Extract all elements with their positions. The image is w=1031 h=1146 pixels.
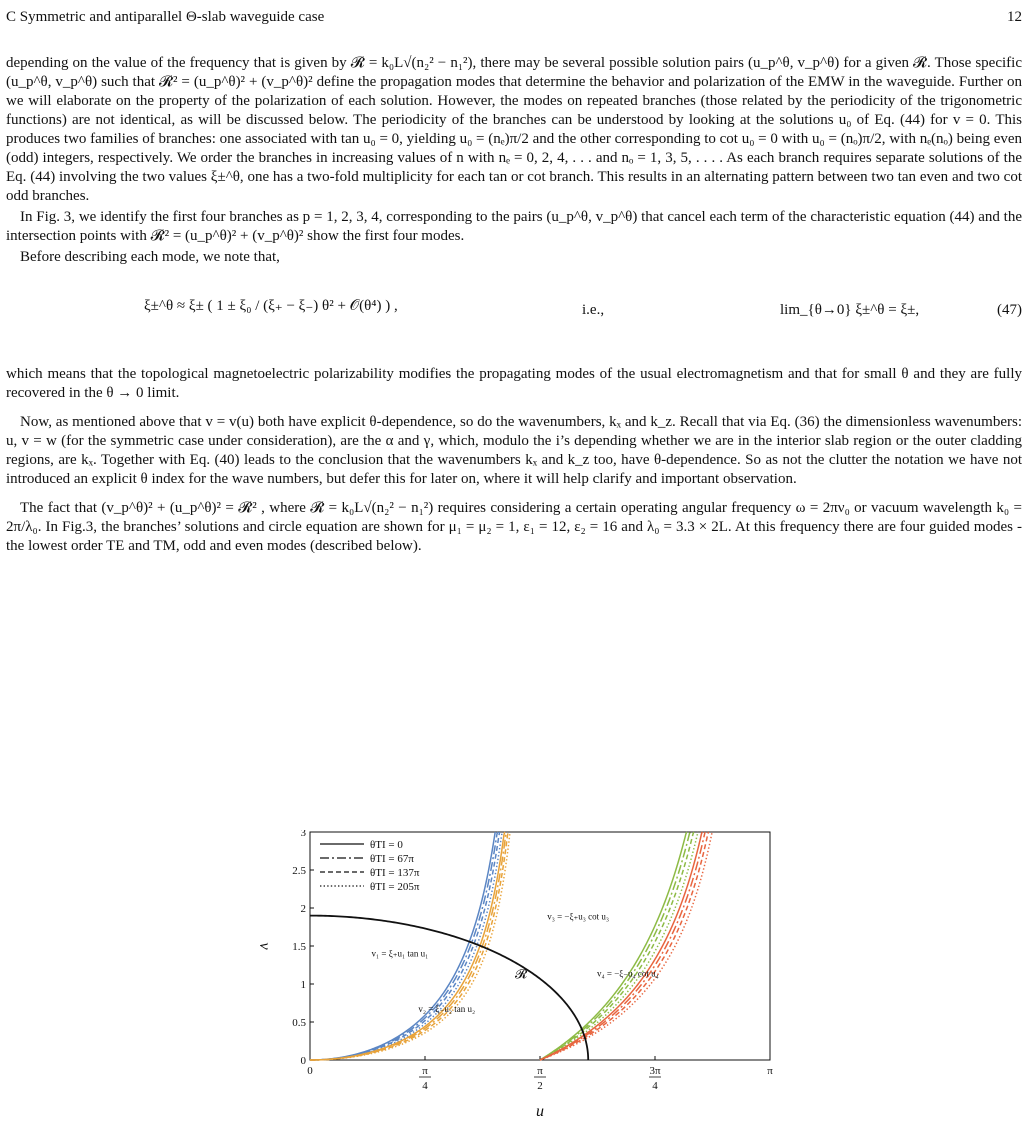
circle-curve	[310, 916, 588, 1060]
branch-curve	[540, 832, 713, 1060]
page-header	[6, 6, 1022, 28]
paragraph-5: Now, as mentioned above that v = v(u) both have explicit θ-dependence, so do the wavenumbers, kₓ and k_z. Recall that via Eq. (36) the dimensionless wavenumbers: u, v = w (for the symmetric case under consideration), are the α and γ, which, modulo the i’s depending whether we are in the interior slab region or the outer cladding regions, are kₓ. Together with Eq. (40) leads to the conclusion that the wavenumbers kₓ and k_z too, have θ-dependence. So as not the clutter the notation we have not introduced an explicit θ index for the wave numbers, but defer this for later on, where it will help clarify and important observation.	[6, 414, 1022, 487]
x-tick-label-denominator: 2	[537, 1080, 543, 1092]
branch-plot	[240, 830, 800, 1146]
paragraph-1: depending on the value of the frequency that is given by 𝓡 = k₀L√(n₂² − n₁²), there may be several possible solution pairs (u_p^θ, v_p^θ) for a given 𝓡. Those specific (u_p^θ, v_p^θ) such that 𝓡² = (u_p^θ)² + (v_p^θ)² define the propagation modes that determine the behavior and polarization of the EMW in the waveguide. Further on we will elaborate on the property of the polarization of each solution. However, the modes on repeated branches (those related by the periodicity of the trigonometric functions) are not identical, as will be discussed below. The periodicity of the branches can be understood by looking at the solutions u₀ of Eq. (44) for v = 0. This produces two families of branches: one associated with tan u₀ = 0, yielding u₀ = (nₑ)π/2 and the other corresponding to cot u₀ = 0 with u₀ = (nₒ)π/2, with nₑ(nₒ) being even (odd) integers, respectively. We order the branches in increasing values of n with nₑ = 0, 2, 4, . . . and nₒ = 1, 3, 5, . . . . As each branch requires separate solutions of the Eq. (44) involving the two values ξ±^θ, one has a two-fold multiplicity for each tan or cot branch. This results in an alternating pattern between two tan even and two cot odd branches.	[6, 55, 1023, 204]
legend-label: θTI = 67π	[370, 853, 414, 865]
y-tick-label: 2.5	[292, 865, 306, 877]
legend-label: θTI = 137π	[370, 867, 420, 879]
branch-curve	[540, 832, 709, 1060]
equation-47	[6, 275, 1022, 359]
y-tick-label: 0.5	[292, 1017, 306, 1029]
curve-label-v2: v₂ = ξ₋u₂ tan u₂	[418, 1004, 476, 1015]
y-axis-label: v	[256, 942, 273, 950]
figure-branches	[240, 830, 800, 1146]
x-tick-label: π	[767, 1065, 773, 1077]
y-tick-label: 1.5	[292, 941, 306, 953]
equation-rhs: lim_{θ→0} ξ±^θ = ξ±,	[780, 302, 920, 318]
x-tick-label: π	[537, 1065, 543, 1077]
x-tick-label: π	[422, 1065, 428, 1077]
page-number: 12	[1007, 9, 1022, 25]
equation-ie: i.e.,	[582, 302, 605, 318]
y-tick-label: 1	[300, 979, 306, 991]
curve-label-circle: 𝓡	[514, 965, 528, 981]
equation-number: (47)	[997, 302, 1022, 318]
section-title: C Symmetric and antiparallel Θ-slab waveguide case	[6, 9, 325, 25]
x-tick-label: 3π	[649, 1065, 661, 1077]
curve-label-v3: v₃ = −ξ₊u₃ cot u₃	[547, 911, 610, 922]
y-tick-label: 2	[300, 903, 306, 915]
paragraph-4: which means that the topological magnetoelectric polarizability modifies the propagating modes of the usual electromagnetism and that for small θ and they are fully recovered in the θ → 0 limit.	[6, 366, 1022, 401]
y-tick-label: 3	[300, 830, 306, 839]
paragraph-2: In Fig. 3, we identify the first four branches as p = 1, 2, 3, 4, corresponding to the pairs (u_p^θ, v_p^θ) that cancel each term of the characteristic equation (44) and the intersection points with 𝓡² = (u_p^θ)² + (v_p^θ)² show the first four modes.	[6, 209, 1022, 244]
x-tick-label-denominator: 4	[422, 1080, 428, 1092]
paragraph-6: The fact that (v_p^θ)² + (u_p^θ)² = 𝓡² , where 𝓡 = k₀L√(n₂² − n₁²) requires considering a certain operating angular frequency ω = 2πν₀ or vacuum wavelength k₀ = 2π/λ₀. In Fig.3, the branches’ solutions and circle equation are shown for μ₁ = μ₂ = 1, ε₁ = 12, ε₂ = 16 and λ₀ = 3.3 × 2L. At this frequency there are four guided modes - the lowest order TE and TM, odd and even modes (described below).	[6, 500, 1022, 554]
branch-curve	[540, 832, 690, 1060]
branch-curve	[540, 832, 702, 1060]
curve-label-v4: v₄ = −ξ₋u₄ cot u₄	[596, 968, 659, 979]
y-tick-label: 0	[300, 1055, 306, 1067]
legend-label: θTI = 205π	[370, 881, 420, 893]
x-tick-label-denominator: 4	[652, 1080, 658, 1092]
branch-curve	[540, 832, 687, 1060]
curve-label-v1: v₁ = ξ₊u₁ tan u₁	[371, 948, 429, 959]
equation-lhs: ξ±^θ ≈ ξ± ( 1 ± ξ₀ / (ξ₊ − ξ₋) θ² + 𝒪(θ⁴) ) ,	[144, 298, 398, 314]
body-text	[6, 54, 1022, 556]
x-tick-label: 0	[307, 1065, 313, 1077]
legend-label: θTI = 0	[370, 839, 403, 851]
paragraph-3: Before describing each mode, we note that,	[20, 249, 280, 265]
x-axis-label: u	[536, 1103, 544, 1120]
